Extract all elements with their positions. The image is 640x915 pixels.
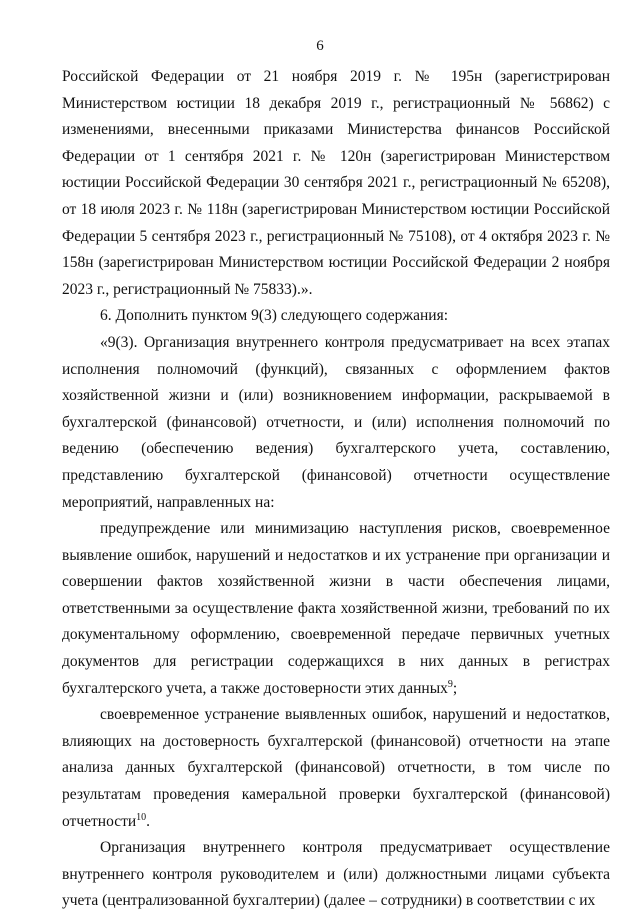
paragraph-risk-prevention [62, 516, 610, 702]
paragraph-item-6: 6. Дополнить пунктом 9(3) следующего содержания: [100, 307, 449, 325]
paragraph-error-correction-tail: . [146, 812, 151, 830]
footnote-ref-10: 10 [136, 811, 147, 823]
paragraph-error-correction [62, 702, 610, 835]
paragraph-order-references: Российской Федерации от 21 ноября 2019 г. № 195н (зарегистрирован Министерством юстиции 18 декабря 2019 г., регистрационный № 56862) с изменениями, внесенными приказами Министерства финансов Российской Федерации от 1 сентября 2021 г. № 120н (зарегистрирован Министерством юстиции Российской Федерации 30 сентября 2021 г., регистрационный № 65208), от 18 июля 2023 г. № 118н (зарегистрирован Министерством юстиции Российской Федерации 5 сентября 2023 г., регистрационный № 75108), от 4 октября 2023 г. № 158н (зарегистрирован Министерством юстиции Российской Федерации 2 ноября 2023 г., регистрационный № 75833).». [62, 68, 610, 298]
paragraph-item-9-3: «9(3). Организация внутреннего контроля предусматривает на всех этапах исполнения полномочий (функций), связанных с оформлением фактов хозяйственной жизни и (или) возникновением информации, раскрываемой в бухгалтерской (финансовой) отчетности, и (или) исполнения полномочий по ведению (обеспечению ведения) бухгалтерского учета, составлению, представлению бухгалтерской (финансовой) отчетности осуществление мероприятий, направленных на: [62, 333, 610, 511]
paragraph-risk-prevention-tail: ; [452, 679, 458, 697]
paragraph-risk-prevention-text: предупреждение или минимизацию наступления рисков, своевременное выявление ошибок, нарушений и недостатков и их устранение при организации и совершении фактов хозяйственной жизни в части обеспечения лицами, ответственными за осуществление факта хозяйственной жизни, требований по их документальному оформлению, своевременной передаче первичных учетных документов для регистрации содержащихся в них данных в регистрах бухгалтерского учета, а также достоверности этих данных [62, 520, 610, 697]
page-number: 6 [316, 38, 324, 54]
paragraph-error-correction-text: своевременное устранение выявленных ошибок, нарушений и недостатков, влияющих на достоверность бухгалтерской (финансовой) отчетности на этапе анализа данных бухгалтерской (финансовой) отчетности, в том числе по результатам проведения камеральной проверки бухгалтерской (финансовой) отчетности [62, 706, 610, 830]
paragraph-internal-control: Организация внутреннего контроля предусматривает осуществление внутреннего контроля руководителем и (или) должностными лицами субъекта учета (централизованной бухгалтерии) (далее – сотрудники) в соответствии с их [62, 839, 610, 910]
document-body [62, 64, 610, 915]
footnote-ref-9: 9 [447, 678, 453, 690]
